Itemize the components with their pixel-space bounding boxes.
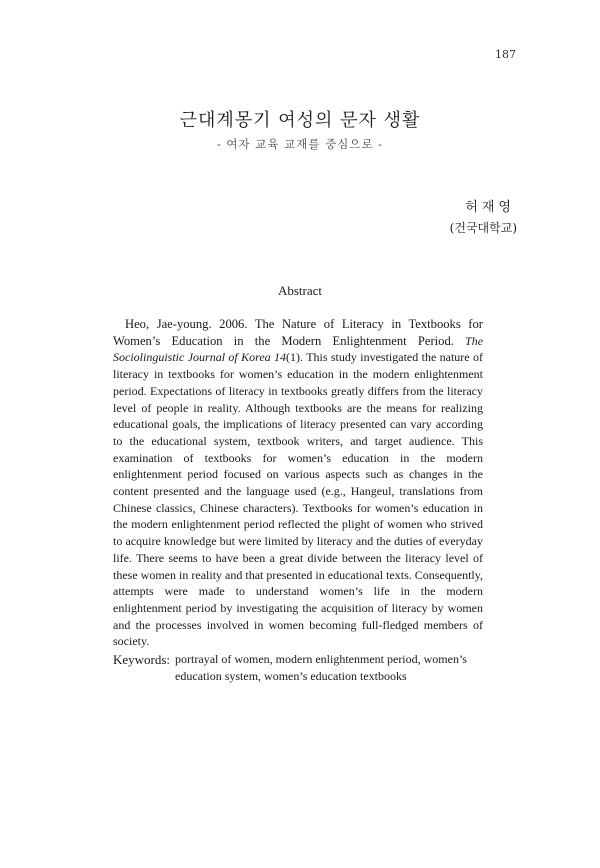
paper-title: 근대계몽기 여성의 문자 생활: [179, 110, 421, 131]
citation-issue: (1).: [286, 350, 304, 365]
citation-author: Heo, Jae-young. 2006. The Nature of Literacy in Textbooks for Women’s Education in the Modern Enlightenment Period.: [113, 317, 483, 348]
abstract-body: [113, 316, 483, 650]
paper-subtitle: - 여자 교육 교재를 중심으로 -: [216, 137, 384, 151]
page-number: 187: [495, 48, 516, 61]
author-affiliation: (건국대학교): [449, 221, 517, 235]
author-name: 허재영: [465, 200, 515, 215]
keywords-text: portrayal of women, modern enlightenment period, women’s education system, women’s education textbooks: [175, 652, 467, 683]
abstract-heading: Abstract: [277, 283, 323, 298]
abstract-text: This study investigated the nature of literacy in textbooks for women’s education in the modern enlightenment period. Expectations of literacy in textbooks greatly differs from the literacy level of people in reality. Although textbooks are the means for realizing educational goals, the implications of literacy presented can vary according to the educational system, textbook writers, and target audience. This examination of textbooks for women’s education in the modern enlightenment period focused on various aspects such as changes in the content presented and the language used (e.g., Hangeul, translations from Chinese classics, Chinese characters). Textbooks for women’s education in the modern enlightenment period reflected the plight of women who strived to acquire knowledge but were limited by literacy and the duties of everyday life. There seems to have been a great divide between the literacy level of these women in reality and that presented in educational texts. Consequently, attempts were made to understand women’s life in the modern enlightenment period by investigating the acquisition of literacy by women and the processes involved in women becoming full-fledged members of society.: [113, 350, 483, 649]
citation-journal: The Sociolinguistic Journal of Korea 14: [113, 333, 484, 365]
keywords-label: Keywords:: [113, 652, 171, 667]
keywords: [113, 651, 485, 685]
